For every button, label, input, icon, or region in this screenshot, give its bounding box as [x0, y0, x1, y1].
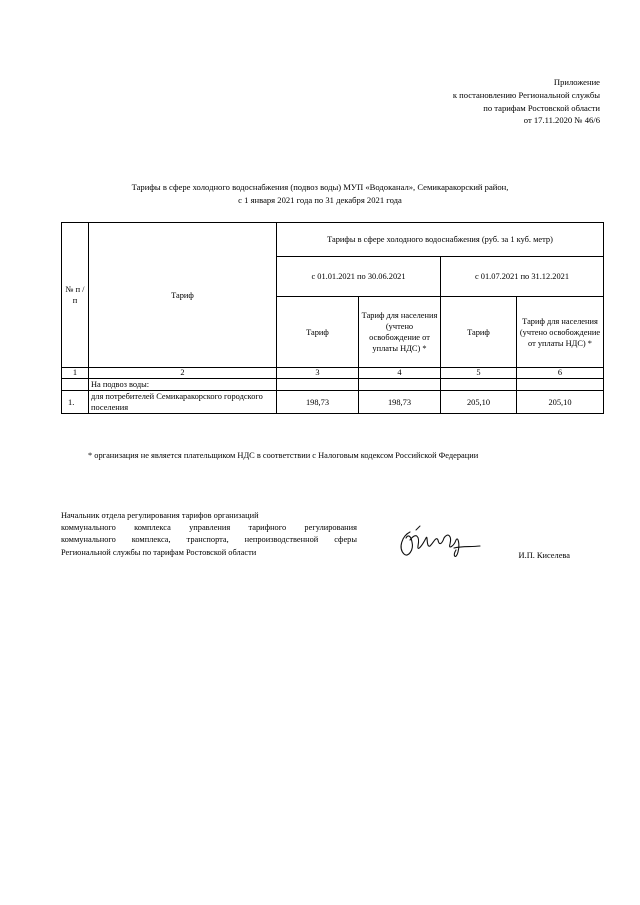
- row-value: 205,10: [517, 391, 604, 414]
- row-consumer: для потребителей Семикаракорского городского поселения: [89, 391, 277, 414]
- subheader-tariff: Тариф: [277, 297, 359, 368]
- column-group-header: Тарифы в сфере холодного водоснабжения (руб. за 1 куб. метр): [277, 223, 604, 257]
- appendix-header: [453, 76, 600, 127]
- row-value: 205,10: [441, 391, 517, 414]
- subheader-population-tariff: Тариф для населения (учтено освобождение от уплаты НДС) *: [359, 297, 441, 368]
- signer-position: [61, 510, 357, 559]
- column-index: 4: [359, 368, 441, 379]
- row-number: 1.: [62, 391, 89, 414]
- vat-footnote: * организация не является плательщиком НДС в соответствии с Налоговым кодексом Российской Федерации: [88, 451, 479, 460]
- period-header-2: с 01.07.2021 по 31.12.2021: [441, 257, 604, 297]
- table-row: [62, 391, 604, 414]
- column-index: 1: [62, 368, 89, 379]
- appendix-line: по тарифам Ростовской области: [483, 102, 600, 113]
- section-row: [62, 379, 604, 391]
- handwritten-signature: [396, 522, 488, 562]
- document-title: [60, 181, 580, 206]
- tariff-table: [61, 222, 604, 414]
- column-index: 3: [277, 368, 359, 379]
- column-index: 5: [441, 368, 517, 379]
- column-index: 2: [89, 368, 277, 379]
- column-header-tariff: Тариф: [89, 223, 277, 368]
- column-index-row: [62, 368, 604, 379]
- appendix-line: Приложение: [553, 77, 600, 87]
- table-header-row: [62, 223, 604, 257]
- period-header-1: с 01.01.2021 по 30.06.2021: [277, 257, 441, 297]
- signer-position-line: Начальник отдела регулирования тарифов организаций: [61, 511, 259, 520]
- column-header-number: № п /п: [62, 223, 89, 368]
- appendix-line: от 17.11.2020 № 46/6: [523, 115, 600, 126]
- subheader-population-tariff: Тариф для населения (учтено освобождение от уплаты НДС) *: [517, 297, 604, 368]
- signer-name: И.П. Киселева: [518, 551, 570, 560]
- signer-position-line: Региональной службы по тарифам Ростовской области: [61, 547, 257, 557]
- subheader-tariff: Тариф: [441, 297, 517, 368]
- column-index: 6: [517, 368, 604, 379]
- appendix-line: к постановлению Региональной службы: [452, 89, 600, 100]
- signer-position-line: коммунального комплекса, транспорта, непроизводственной сферы: [61, 535, 357, 545]
- title-line-2: с 1 января 2021 года по 31 декабря 2021 года: [238, 194, 402, 205]
- row-value: 198,73: [277, 391, 359, 414]
- section-label: На подвоз воды:: [89, 379, 277, 391]
- title-line-1: Тарифы в сфере холодного водоснабжения (подвоз воды) МУП «Водоканал», Семикаракорский район,: [131, 182, 509, 192]
- signer-position-line: коммунального комплекса управления тарифного регулирования: [61, 523, 357, 533]
- row-value: 198,73: [359, 391, 441, 414]
